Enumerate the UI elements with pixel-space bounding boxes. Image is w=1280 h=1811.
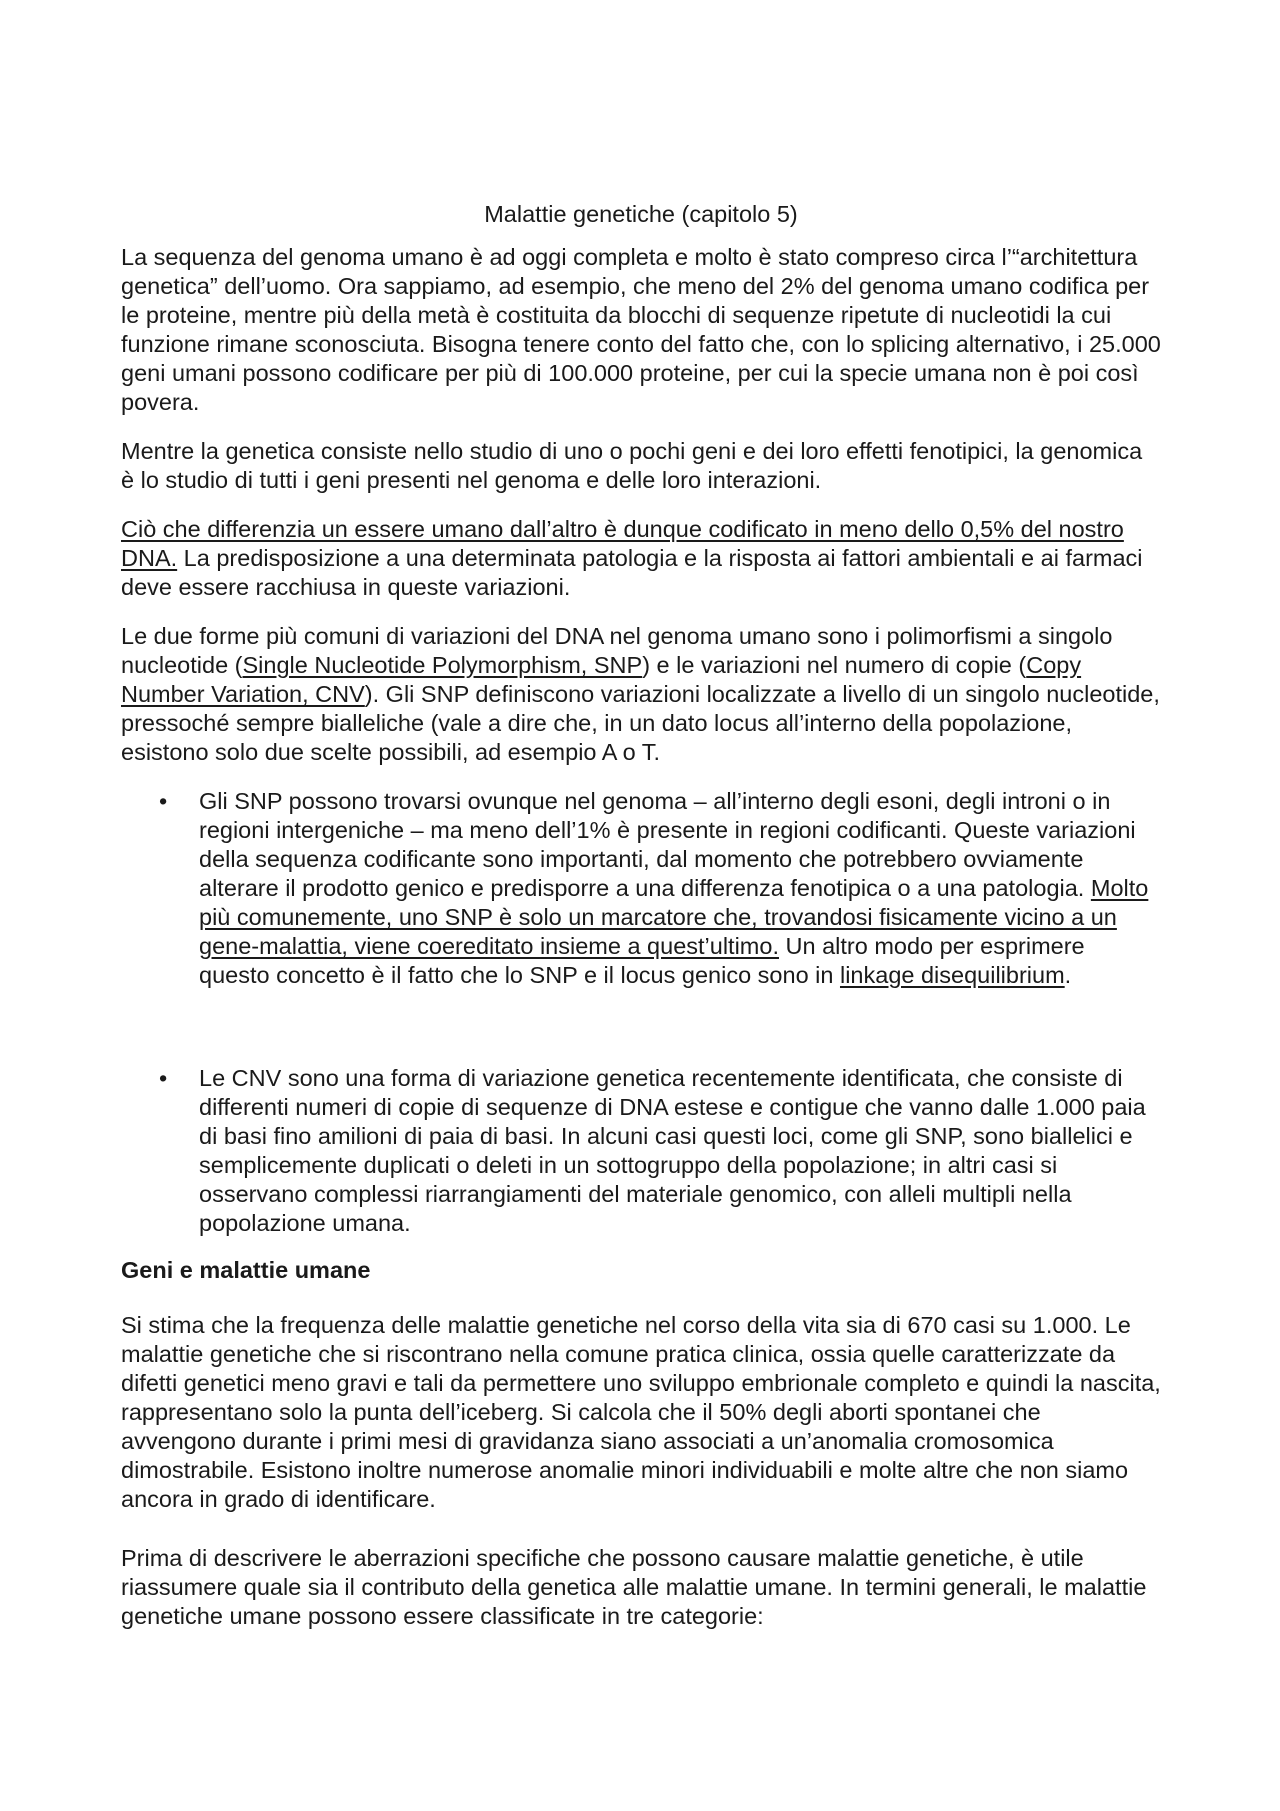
paragraph-dna-differences-rest: La predisposizione a una determinata patologia e la risposta ai fattori ambientali e ai farmaci deve essere racchiusa in queste variazioni. (121, 545, 1143, 600)
paragraph-genetics-vs-genomics: Mentre la genetica consiste nello studio di uno o pochi geni e dei loro effetti fenotipici, la genomica è lo studio di tutti i geni presenti nel genoma e delle loro interazioni. (121, 438, 1143, 493)
underlined-text-marker: Molto più comunemente, uno SNP è solo un marcatore che, trovandosi fisicamente vicino a un gene-malattia, viene coereditato insieme a quest’ultimo. (199, 875, 1149, 959)
document-body (121, 200, 1161, 1651)
paragraph-dna-differences (121, 515, 1161, 602)
bullet-list (121, 787, 1161, 1238)
page-title: Malattie genetiche (capitolo 5) (484, 201, 798, 227)
list-item-snp (121, 787, 1161, 990)
text-segment: ) e le variazioni nel numero di copie ( (642, 652, 1027, 678)
list-item-cnv (121, 1064, 1161, 1238)
text-segment: Un altro modo per esprimere questo concetto è il fatto che lo SNP e il locus genico sono in (199, 933, 1085, 988)
bullet-icon: • (159, 788, 168, 814)
section-heading: Geni e malattie umane (121, 1257, 371, 1283)
underlined-term-linkage: linkage disequilibrium (839, 962, 1065, 988)
text-segment: ). Gli SNP definiscono variazioni localizzate a livello di un singolo nucleotide, pressoché sempre bialleliche (vale a dire che, in un dato locus all’interno della popolazione, esistono solo due scelte possibili, ad esempio A o T. (121, 681, 1160, 765)
bullet-icon: • (159, 1065, 168, 1091)
text-segment: Le due forme più comuni di variazioni del DNA nel genoma umano sono i polimorfismi a singolo nucleotide ( (121, 623, 1113, 678)
underlined-term-cnv: Copy Number Variation, CNV (121, 652, 1082, 707)
paragraph-genome-intro: La sequenza del genoma umano è ad oggi completa e molto è stato compreso circa l’“architettura genetica” dell’uomo. Ora sappiamo, ad esempio, che meno del 2% del genoma umano codifica per le proteine, mentre più della metà è costituita da blocchi di sequenze ripetute di nucleotidi la cui funzione rimane sconosciuta. Bisogna tenere conto del fatto che, con lo splicing alternativo, i 25.000 geni umani possono codificare per più di 100.000 proteine, per cui la specie umana non è poi così povera. (121, 244, 1161, 415)
text-segment: Gli SNP possono trovarsi ovunque nel genoma – all’interno degli esoni, degli introni o in regioni intergeniche – ma meno dell’1% è presente in regioni codificanti. Queste variazioni della sequenza codificante sono importanti, dal momento che potrebbero ovviamente alterare il prodotto genico e predisporre a una differenza fenotipica o a una patologia. (199, 788, 1136, 901)
paragraph-snp-cnv (121, 622, 1161, 767)
underlined-term-snp: Single Nucleotide Polymorphism, SNP (242, 652, 643, 678)
underlined-text-dna-difference: Ciò che differenzia un essere umano dall’altro è dunque codificato in meno dello 0,5% del nostro DNA. (121, 516, 1124, 571)
text-segment: Le CNV sono una forma di variazione genetica recentemente identificata, che consiste di differenti numeri di copie di sequenze di DNA estese e contigue che vanno dalle 1.000 paia di basi fino amilioni di paia di basi. In alcuni casi questi loci, come gli SNP, sono biallelici e semplicemente duplicati o deleti in un sottogruppo della popolazione; in altri casi si osservano complessi riarrangiamenti del materiale genomico, con alleli multipli nella popolazione umana. (199, 1065, 1146, 1236)
paragraph-classification: Prima di descrivere le aberrazioni specifiche che possono causare malattie genetiche, è utile riassumere quale sia il contributo della genetica alle malattie umane. In termini generali, le malattie genetiche umane possono essere classificate in tre categorie: (121, 1545, 1147, 1629)
paragraph-disease-frequency: Si stima che la frequenza delle malattie genetiche nel corso della vita sia di 670 casi su 1.000. Le malattie genetiche che si riscontrano nella comune pratica clinica, ossia quelle caratterizzate da difetti genetici meno gravi e tali da permettere uno sviluppo embrionale completo e quindi la nascita, rappresentano solo la punta dell’iceberg. Si calcola che il 50% degli aborti spontanei che avvengono durante i primi mesi di gravidanza siano associati a un’anomalia cromosomica dimostrabile. Esistono inoltre numerose anomalie minori individuabili e molte altre che non siamo ancora in grado di identificare. (121, 1312, 1161, 1512)
text-segment: . (1064, 962, 1072, 988)
